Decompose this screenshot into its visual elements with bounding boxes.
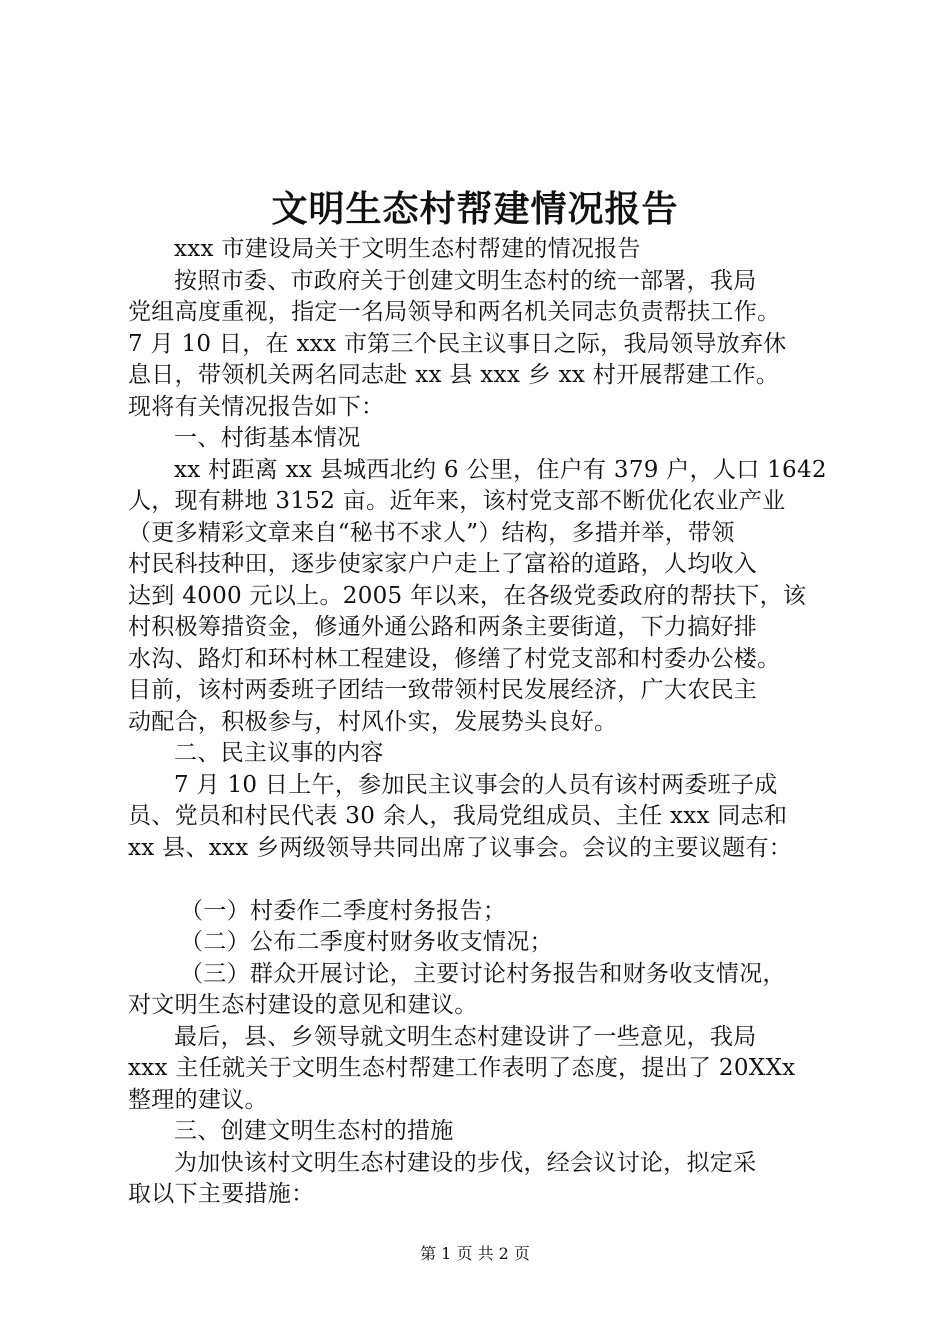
paragraph-line: 为加快该村文明生态村建设的步伐，经会议讨论，拟定采 bbox=[174, 1149, 757, 1176]
paragraph-line: 对文明生态村建设的意见和建议。 bbox=[128, 992, 478, 1018]
paragraph-line: 取以下主要措施： bbox=[128, 1181, 315, 1207]
page-footer: 第 1 页 共 2 页 bbox=[420, 1244, 530, 1263]
blank-line bbox=[128, 864, 848, 896]
paragraph-line: 动配合，积极参与，村风仆实，发展势头良好。 bbox=[128, 708, 618, 735]
paragraph-line: 最后，县、乡领导就文明生态村建设讲了一些意见，我局 bbox=[174, 1023, 757, 1050]
paragraph-line: 党组高度重视，指定一名局领导和两名机关同志负责帮扶工作。 bbox=[128, 299, 781, 325]
paragraph-line: xxx 主任就关于文明生态村帮建工作表明了态度，提出了 20XXx bbox=[128, 1055, 796, 1081]
paragraph-line: xx 村距离 xx 县城西北约 6 公里，住户有 379 户，人口 1642 bbox=[174, 456, 827, 483]
paragraph-line: （更多精彩文章来自“秘书不求人”）结构，多措并举，带领 bbox=[128, 519, 735, 546]
paragraph-line: xx 县、xxx 乡两级领导共同出席了议事会。会议的主要议题有： bbox=[128, 834, 793, 861]
agenda-item: （三）群众开展讨论，主要讨论村务报告和财务收支情况， bbox=[180, 960, 786, 987]
paragraph-line: 村积极筹措资金，修通外通公路和两条主要街道，下力搞好排 bbox=[128, 614, 758, 640]
paragraph-line: 整理的建议。 bbox=[128, 1086, 268, 1113]
paragraph-line: 员、党员和村民代表 30 余人，我局党组成员、主任 xxx 同志和 bbox=[128, 803, 788, 829]
paragraph-line: 人，现有耕地 3152 亩。近年来，该村党支部不断优化农业产业 bbox=[128, 488, 786, 514]
agenda-item: （一）村委作二季度村务报告； bbox=[180, 897, 507, 924]
document-title: 文明生态村帮建情况报告 bbox=[271, 188, 679, 230]
paragraph-line: 按照市委、市政府关于创建文明生态村的统一部署，我局 bbox=[174, 267, 757, 294]
section-heading: 二、民主议事的内容 bbox=[174, 740, 384, 766]
paragraph-line: 7 月 10 日上午，参加民主议事会的人员有该村两委班子成 bbox=[174, 771, 778, 798]
paragraph-line: 7 月 10 日，在 xxx 市第三个民主议事日之际，我局领导放弃休 bbox=[128, 330, 787, 357]
paragraph-line: 达到 4000 元以上。2005 年以来，在各级党委政府的帮扶下，该 bbox=[128, 582, 807, 609]
paragraph-line: 息日，带领机关两名同志赴 xx 县 xxx 乡 xx 村开展帮建工作。 bbox=[128, 362, 780, 388]
section-heading: 三、创建文明生态村的措施 bbox=[174, 1118, 454, 1144]
agenda-item: （二）公布二季度村财务收支情况； bbox=[180, 929, 553, 955]
document-body bbox=[128, 234, 848, 1211]
paragraph-line: 村民科技种田，逐步使家家户户走上了富裕的道路，人均收入 bbox=[128, 551, 758, 577]
section-heading: 一、村街基本情况 bbox=[174, 425, 361, 451]
paragraph-line: 现将有关情况报告如下： bbox=[128, 393, 385, 420]
paragraph-line: 水沟、路灯和环村林工程建设，修缮了村党支部和村委办公楼。 bbox=[128, 645, 781, 672]
paragraph-line: 目前，该村两委班子团结一致带领村民发展经济，广大农民主 bbox=[128, 677, 758, 703]
paragraph-line: xxx 市建设局关于文明生态村帮建的情况报告 bbox=[174, 236, 641, 262]
